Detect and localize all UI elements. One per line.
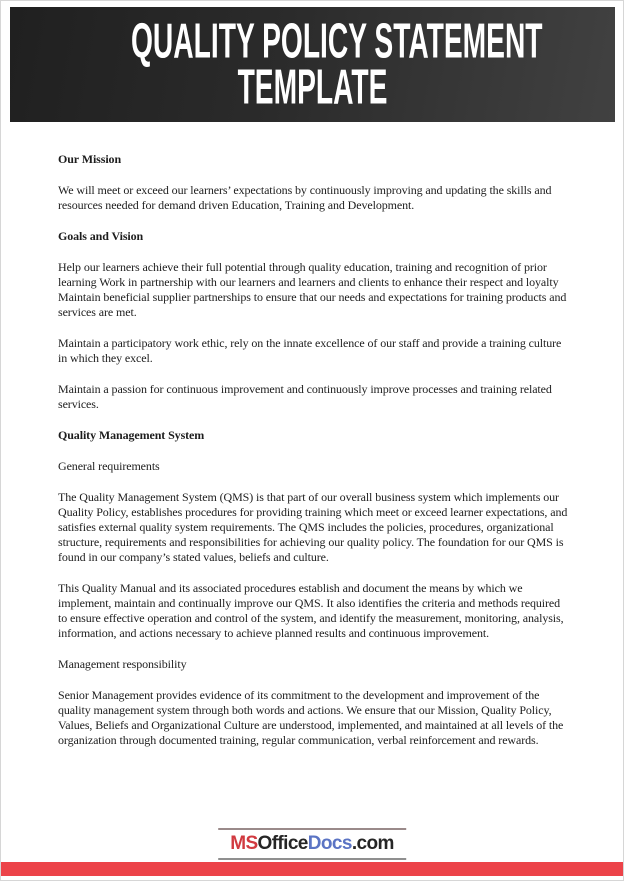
logo-part-ms: MS xyxy=(230,833,258,854)
paragraph-management-responsibility: Senior Management provides evidence of its commitment to the development and improvement of the quality management system through both words and actions. We ensure that our Mission, Quality Policy, Values, Beliefs and Organizational Culture are understood, implemented, and maintained at all levels of the organization through documented training, regular communication, verbal reinforcement and rewards. xyxy=(58,688,564,747)
paragraph-mission: We will meet or exceed our learners’ expectations by continuously improving and updating the skills and resources needed for demand driven Education, Training and Development. xyxy=(58,183,552,212)
subheading-general-requirements: General requirements xyxy=(58,459,160,473)
subheading-management-responsibility: Management responsibility xyxy=(58,657,187,671)
document-body xyxy=(58,122,570,764)
logo-part-docs: Docs xyxy=(307,833,352,854)
bottom-accent-bar xyxy=(1,862,623,876)
logo-part-com: .com xyxy=(351,833,394,854)
section-heading-quality-management: Quality Management System xyxy=(58,428,205,442)
document-title-line1: QUALITY POLICY STATEMENT xyxy=(131,12,543,69)
paragraph-goals-2: Maintain a participatory work ethic, rely on the innate excellence of our staff and provide a training culture in which they excel. xyxy=(58,336,562,365)
document-title-line2: TEMPLATE xyxy=(237,58,388,115)
paragraph-qms-2: This Quality Manual and its associated procedures establish and document the means by which we implement, maintain and continually improve our QMS. It also identifies the criteria and methods required to ensure effective operation and control of the system, and identify the measurement, monitoring, analysis, information, and actions necessary to achieve planned results and continuous improvement. xyxy=(58,581,564,640)
paragraph-goals-1: Help our learners achieve their full potential through quality education, training and recognition of prior learning Work in partnership with our learners and learners and clients to enhance their respect and loyalty Maintain beneficial supplier partnerships to ensure that our needs and expectations for training products and services are met. xyxy=(58,260,567,319)
title-banner xyxy=(10,7,615,122)
logo-part-office: Office xyxy=(257,833,308,854)
section-heading-goals-and-vision: Goals and Vision xyxy=(58,229,144,243)
paragraph-qms-1: The Quality Management System (QMS) is that part of our overall business system which implements our Quality Policy, establishes procedures for providing training which meet or exceed learner expectations, and satisfies external quality system requirements. The QMS includes the policies, procedures, organizational structure, requirements and responsibilities for achieving our quality policy. The foundation for our QMS is found in our company’s stated values, beliefs and culture. xyxy=(58,490,568,564)
section-heading-our-mission: Our Mission xyxy=(58,152,122,166)
msofficedocs-logo xyxy=(218,828,406,860)
paragraph-goals-3: Maintain a passion for continuous improvement and continuously improve processes and training related services. xyxy=(58,382,552,411)
